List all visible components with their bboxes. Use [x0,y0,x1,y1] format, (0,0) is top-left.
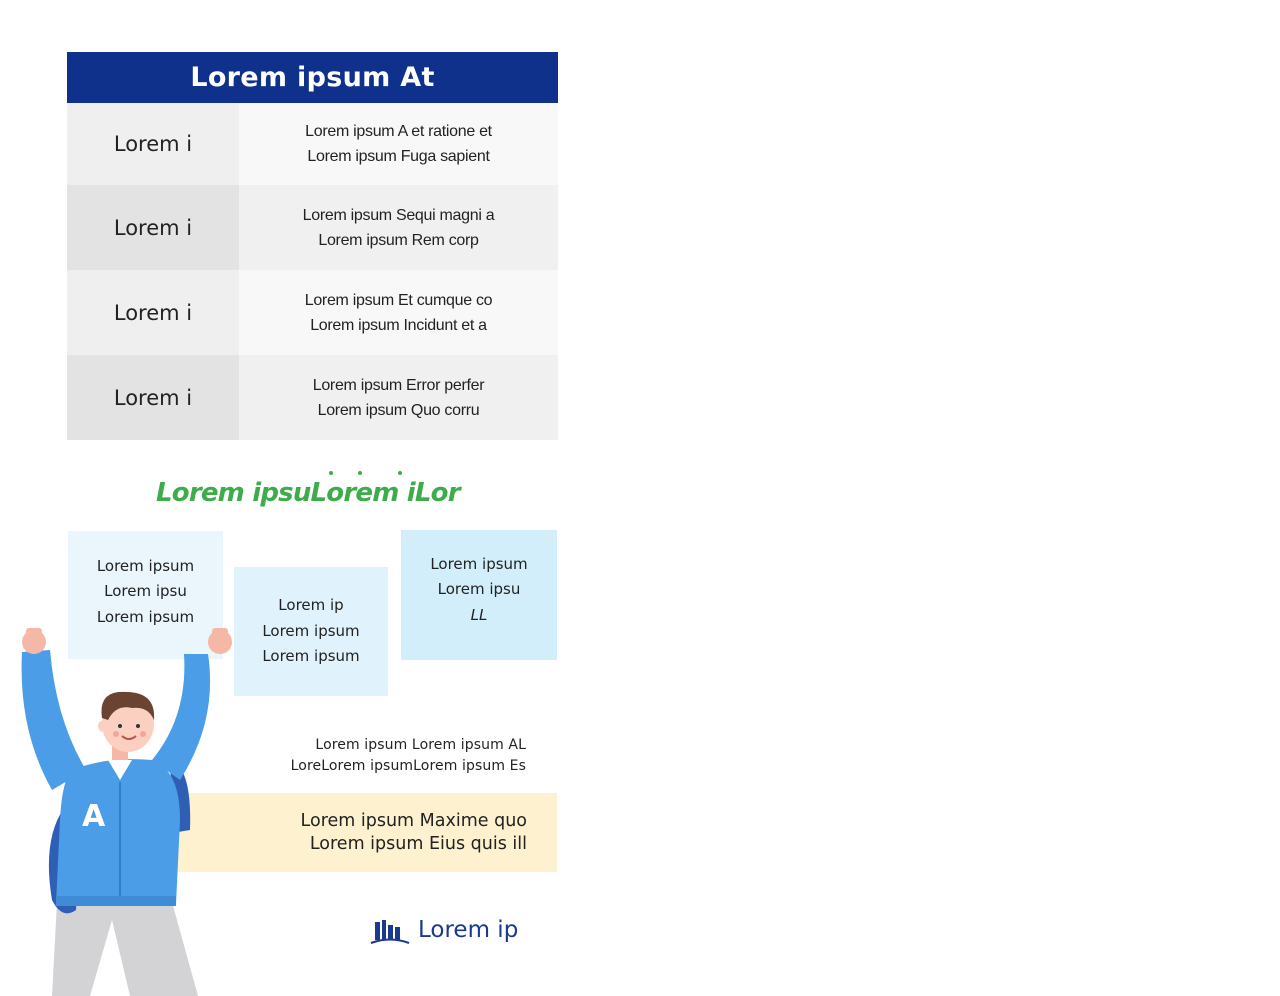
row-value-line: Lorem ipsum Incidunt et a [310,316,487,334]
note-line: LoreLorem ipsumLorem ipsum Es [290,758,526,774]
info-box-line: Lorem ipsum [262,647,360,666]
info-box-line: Lorem ipsum [430,554,528,573]
brand-footer [370,913,518,947]
building-logo-icon [370,916,410,944]
info-box-line: Lorem ipsum [96,607,195,626]
emphasis-dot [358,471,362,475]
note-line: Lorem ipsum Lorem ipsum AL [315,737,526,753]
info-box [401,530,557,660]
info-box-line: Lorem ip [278,596,344,615]
row-key: Lorem i [67,103,239,185]
row-key: Lorem i [67,185,239,270]
row-value-line: Lorem ipsum Error perfer [312,376,485,394]
cheering-student-illustration [12,620,252,996]
svg-text:A: A [82,799,106,834]
row-value-line: Lorem ipsum Rem corp [318,231,479,249]
note-text [250,735,526,777]
row-value-line: Lorem ipsum Et cumque co [304,291,493,309]
row-value [239,270,558,355]
table-row [67,185,558,270]
row-key: Lorem i [67,270,239,355]
emphasis-dot [329,471,333,475]
row-value [239,355,558,440]
row-value-line: Lorem ipsum Sequi magni a [302,206,495,224]
row-value-line: Lorem ipsum Fuga sapient [307,148,490,165]
info-box [234,567,388,696]
info-box-line: Lorem ipsu [104,582,187,601]
row-value-line: Lorem ipsum Quo corru [317,401,480,419]
emphasis-dot [398,471,402,475]
info-box-line: Lorem ipsum [262,621,360,640]
row-key: Lorem i [67,355,239,440]
info-box-line: Lorem ipsum [96,556,195,575]
section-heading: Lorem ipsuLorem iLor [156,478,460,508]
table-row [67,355,558,440]
brand-name: Lorem ip [418,917,519,943]
info-table [67,52,558,440]
info-box-line: LL [470,605,488,624]
row-value [239,103,558,185]
highlight-line: Lorem ipsum Maxime quo [300,810,527,831]
table-title: Lorem ipsum At [67,52,558,103]
table-row [67,103,558,185]
table-row [67,270,558,355]
row-value [239,185,558,270]
highlight-line: Lorem ipsum Eius quis ill [309,833,527,854]
row-value-line: Lorem ipsum A et ratione et [305,123,492,140]
info-box-line: Lorem ipsu [437,580,521,599]
